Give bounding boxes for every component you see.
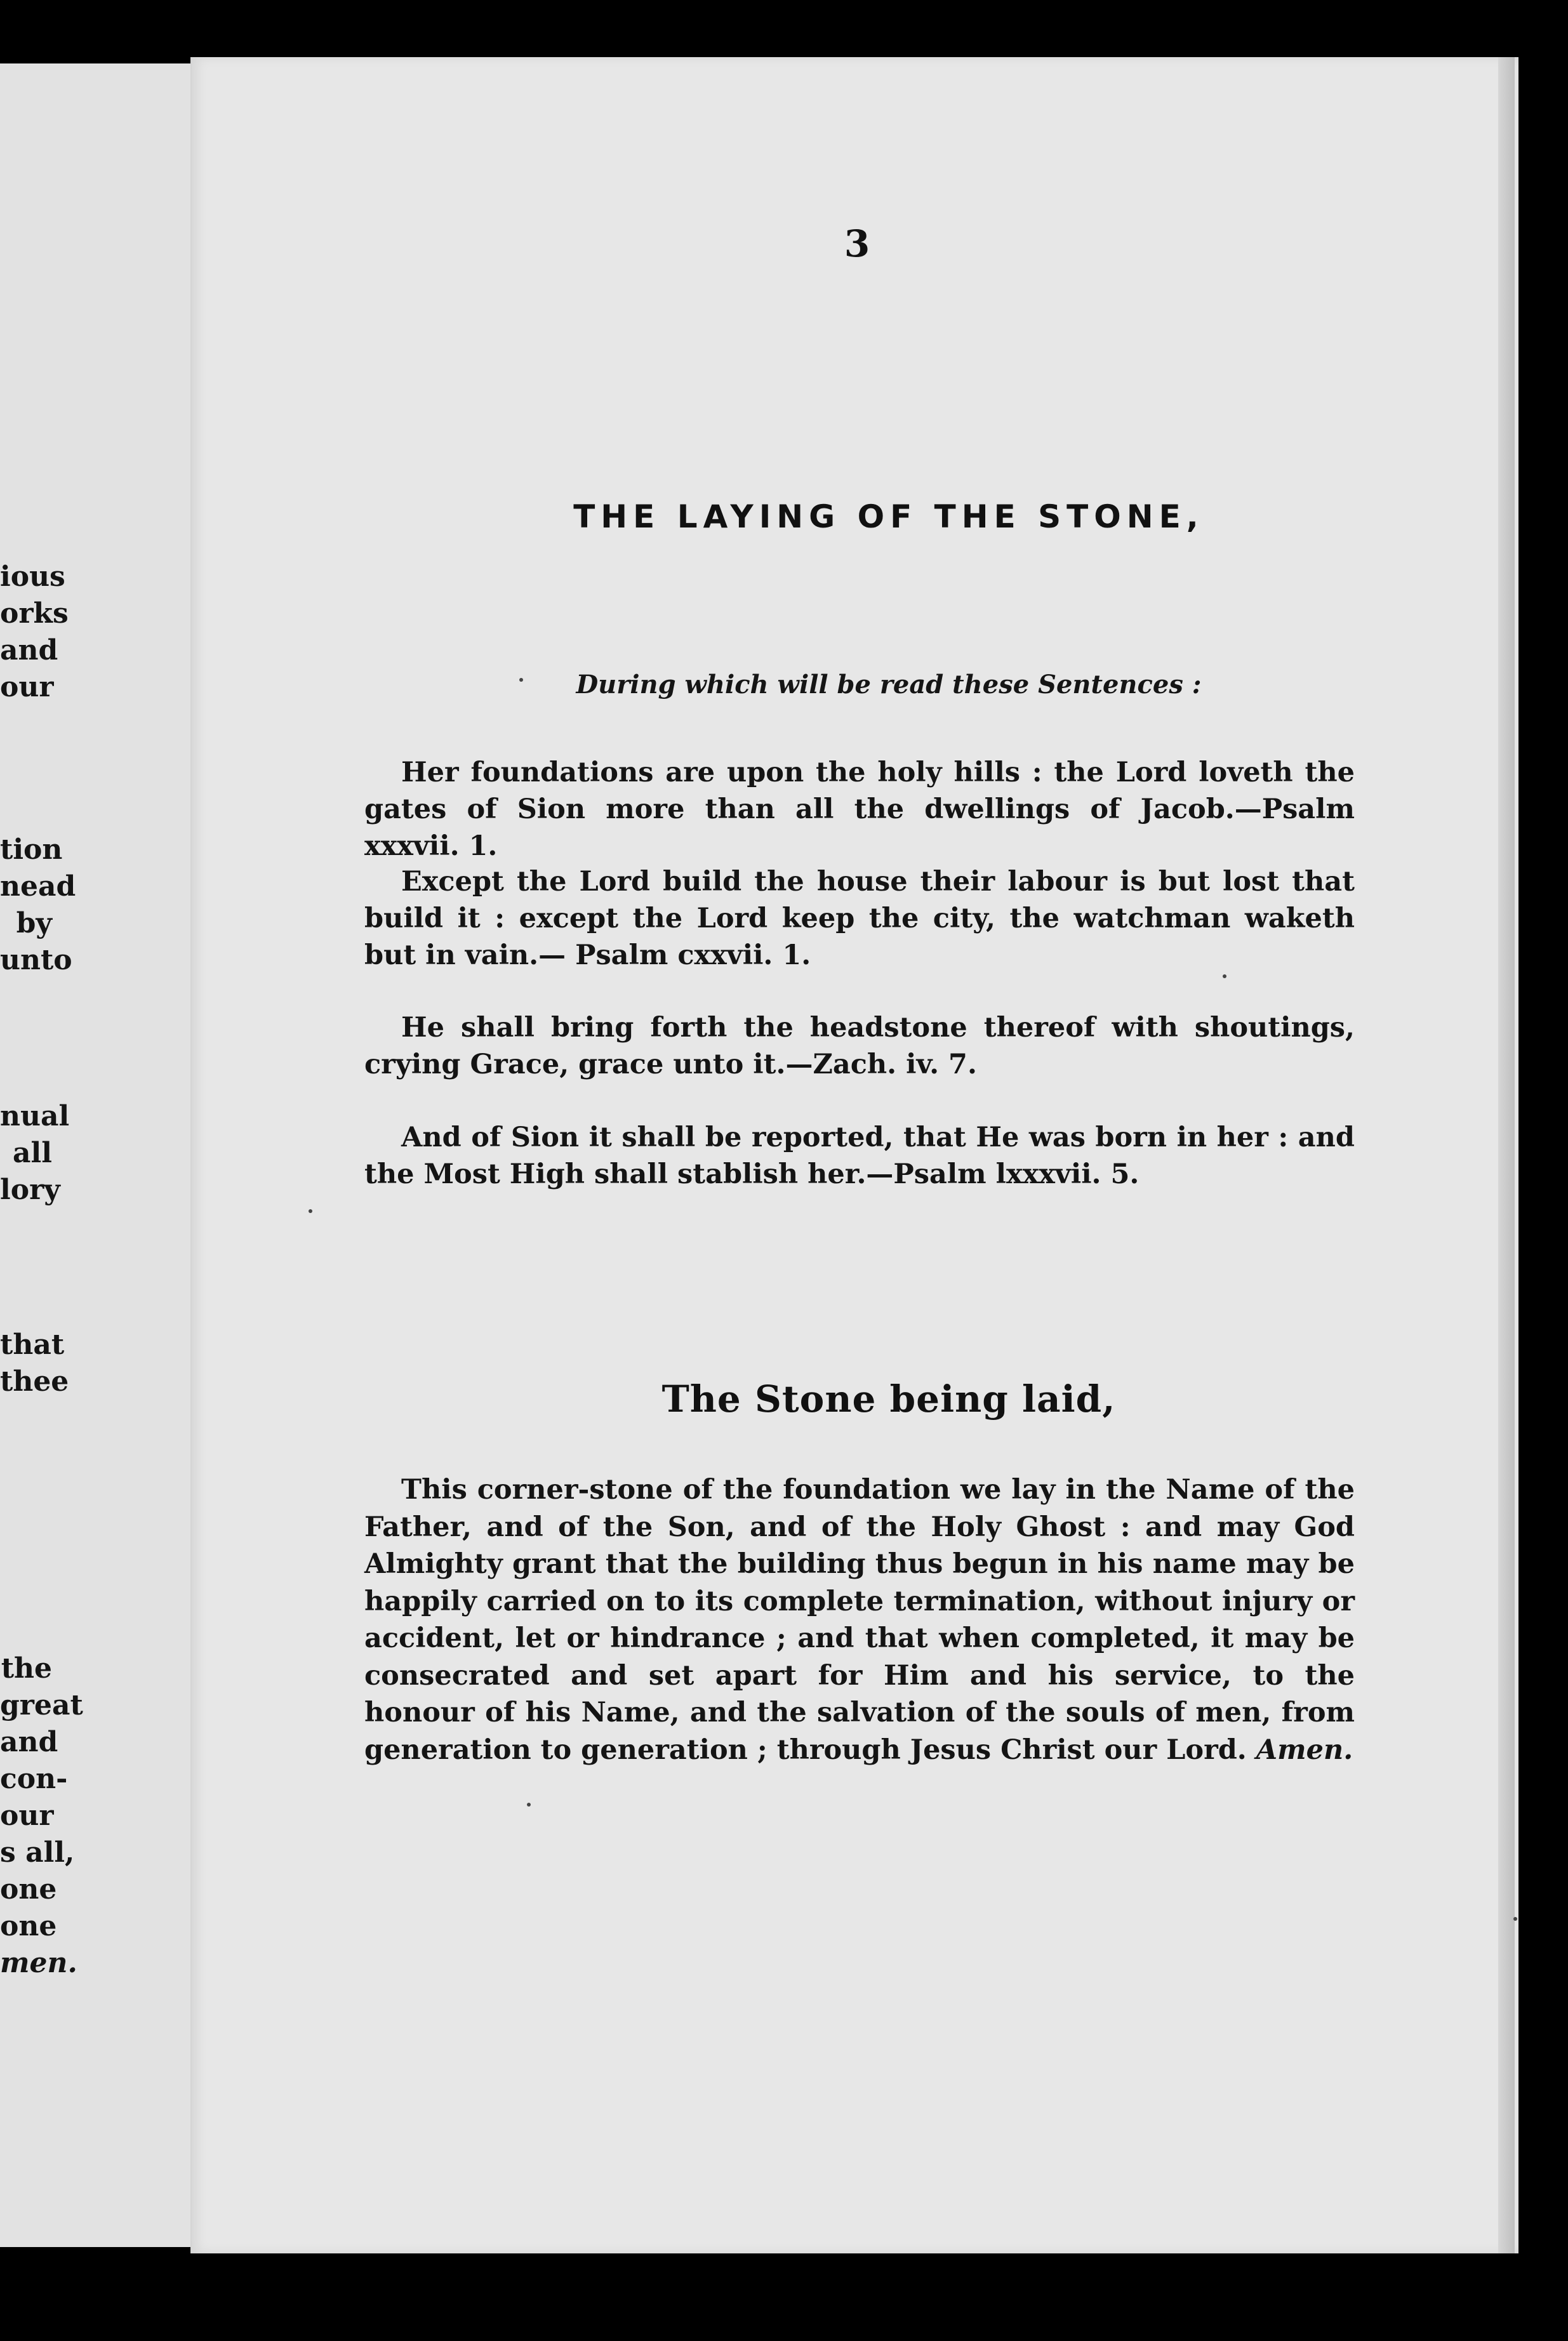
- left-fragment-line: that: [0, 1329, 65, 1361]
- left-fragment-line: our: [0, 1800, 54, 1832]
- left-fragment-line: the: [1, 1652, 52, 1685]
- left-fragment-group-3: [0, 1098, 70, 1209]
- prayer-amen: Amen.: [1256, 1734, 1353, 1766]
- ink-speck: [309, 1209, 312, 1213]
- left-fragment-line: nead: [0, 870, 76, 903]
- sentence-paragraph: And of Sion it shall be reported, that He was born in her : and the Most High shall stablish her.—Psalm lxxxvii. 5.: [364, 1122, 1355, 1190]
- ink-speck: [1223, 974, 1226, 978]
- section2-title: The Stone being laid,: [661, 1377, 1116, 1421]
- left-fragment-line: unto: [0, 944, 72, 976]
- left-fragment-line: one: [0, 1873, 57, 1906]
- left-adjoining-page: [0, 63, 203, 2247]
- left-fragment-line: great: [0, 1689, 83, 1721]
- left-fragment-line: by: [16, 907, 52, 939]
- intro-line: During which will be read these Sentences :: [576, 670, 1202, 700]
- left-fragment-line: s all,: [0, 1836, 75, 1869]
- left-fragment-group-4: [0, 1327, 69, 1400]
- left-fragment-line: ious: [0, 560, 65, 593]
- left-fragment-line: all: [13, 1137, 52, 1169]
- ink-speck: [1513, 1917, 1517, 1921]
- left-fragment-line: orks: [0, 597, 69, 630]
- left-fragment-line: thee: [0, 1365, 69, 1398]
- left-fragment-line: our: [0, 671, 54, 703]
- sentence-paragraph: He shall bring forth the headstone thereof with shoutings, crying Grace, grace unto it.—Zach. iv. 7.: [364, 1012, 1355, 1080]
- left-fragment-line: lory: [0, 1174, 60, 1206]
- left-fragment-line: nual: [0, 1100, 70, 1132]
- left-fragment-line: and: [0, 634, 58, 666]
- left-fragment-line: one: [0, 1910, 57, 1942]
- ink-speck: [519, 678, 523, 682]
- prayer-paragraph: [364, 1471, 1355, 1768]
- section-title: THE LAYING OF THE STONE,: [573, 498, 1204, 535]
- sentence-paragraph: Her foundations are upon the holy hills : the Lord loveth the gates of Sion more than all the dwellings of Jacob.—Psalm xxxvii. 1.: [364, 757, 1355, 862]
- page-number: 3: [844, 222, 870, 265]
- left-fragment-group-1: [0, 559, 69, 706]
- left-fragment-group-2: [0, 832, 76, 979]
- ink-speck: [527, 1803, 531, 1807]
- left-fragment-line: and: [0, 1726, 58, 1758]
- left-fragment-group-5: [0, 1650, 83, 1982]
- sentence-paragraph: Except the Lord build the house their labour is but lost that build it : except the Lord keep the city, the watchman waketh but in vain.— Psalm cxxvii. 1.: [364, 866, 1355, 971]
- left-fragment-line: tion: [0, 833, 63, 866]
- page-edge-shadow: [1498, 57, 1515, 2253]
- left-fragment-line: con-: [0, 1763, 68, 1795]
- left-fragment-line: men.: [0, 1947, 77, 1979]
- prayer-text: This corner-stone of the foundation we lay in the Name of the Father, and of the Son, and of the Holy Ghost : and may God Almighty grant that the building thus begun in his name may be happily carried on to its complete termination, without injury or accident, let or hindrance ; and that when completed, it may be consecrated and set apart for Him and his service, to the honour of his Name, and the salvation of the souls of men, from generation to generation ; through Jesus Christ our Lord.: [364, 1474, 1355, 1766]
